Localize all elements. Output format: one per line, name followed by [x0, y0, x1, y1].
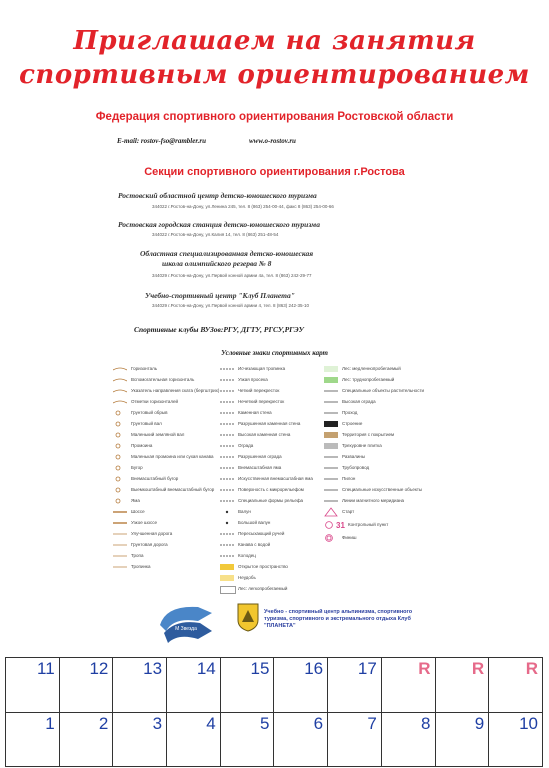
legend-label: Контрольный пункт — [348, 522, 389, 527]
legend-item — [220, 441, 340, 452]
legend-column-3 — [324, 364, 444, 546]
legend-label: Горизонталь — [131, 366, 158, 371]
calendar-cell[interactable]: 9 — [435, 713, 489, 767]
calendar-cell[interactable]: R — [489, 658, 543, 713]
org-name-1: Ростовский областной центр детско-юношеского туризма — [118, 191, 317, 200]
legend-item — [220, 364, 340, 375]
legend-label: Грунтовый вал — [131, 421, 162, 426]
legend-symbol-icon — [113, 509, 127, 515]
legend-symbol-icon — [220, 432, 234, 438]
legend-item — [324, 408, 444, 419]
legend-symbol-icon — [324, 388, 338, 394]
legend-item — [324, 474, 444, 485]
legend-label: Улучшенная дорога — [131, 531, 173, 536]
legend-item — [220, 540, 340, 551]
legend-label: Пересыхающий ручей — [238, 531, 285, 536]
legend-symbol-icon — [113, 443, 127, 449]
legend-label: Четкий перекресток — [238, 388, 280, 393]
calendar-cell[interactable]: 13 — [113, 658, 167, 713]
calendar-cell[interactable]: 12 — [59, 658, 113, 713]
legend-symbol-icon — [220, 564, 234, 570]
legend-item — [324, 364, 444, 375]
org-address-1: 344022 г.Ростов-на-Дону, ул.Ленина 245, тел. 8 (863) 254-00-44, факс 8 (863) 254-00-66 — [152, 204, 334, 209]
legend-label: Неудобь — [238, 575, 256, 580]
legend-item — [113, 419, 233, 430]
legend-item — [113, 408, 233, 419]
legend-item — [113, 397, 233, 408]
legend-label: Строение — [342, 421, 363, 426]
legend-symbol-icon — [113, 553, 127, 559]
legend-symbol-icon — [220, 487, 234, 493]
legend-label: Ограда — [238, 443, 254, 448]
partner-text: Учебно - спортивный центр альпинизма, спортивного туризма, спортивного и экстремального отдыха Клуб "ПЛАНЕТА" — [264, 609, 413, 629]
legend-label: Искусственная внемасштабная яма — [238, 476, 313, 481]
contacts — [117, 137, 437, 145]
legend-label: Внемасштабный бугор — [131, 476, 179, 481]
legend-label: Шоссе — [131, 509, 145, 514]
legend-symbol-icon — [113, 399, 127, 405]
legend-item — [113, 441, 233, 452]
legend-symbol-icon — [220, 542, 234, 548]
legend-label: Высокая каменная стена — [238, 432, 291, 437]
org-name-4: Учебно-спортивный центр "Клуб Планета" — [145, 291, 295, 300]
org-name-3: Областная специализированная детско-юношеская — [140, 249, 314, 258]
legend-label: Проход — [342, 410, 358, 415]
legend-symbol-icon — [220, 509, 234, 515]
legend-label: Разрушенная ограда — [238, 454, 282, 459]
calendar-cell[interactable]: 8 — [381, 713, 435, 767]
legend-label: Поверхность с микрорельефом — [238, 487, 304, 492]
legend-symbol-icon — [324, 476, 338, 482]
legend-symbol-icon — [113, 498, 127, 504]
legend-label: Открытое пространство — [238, 564, 288, 569]
legend-symbol-icon — [113, 542, 127, 548]
legend-column-1 — [113, 364, 233, 573]
legend-item — [324, 496, 444, 507]
calendar-cell[interactable]: 10 — [489, 713, 543, 767]
legend-item — [324, 419, 444, 430]
legend-label: Лес: легкопробегаемый — [238, 586, 288, 591]
legend-item — [324, 533, 444, 546]
legend-label: Разрушенная каменная стена — [238, 421, 301, 426]
legend-symbol-icon — [324, 377, 338, 383]
legend-label: Высокая ограда — [342, 399, 376, 404]
legend-label: Колодец — [238, 553, 256, 558]
legend-label: Старт — [342, 509, 355, 514]
legend-symbol-icon — [113, 377, 127, 383]
legend-item — [324, 441, 444, 452]
legend-label: Трубопровод — [342, 465, 370, 470]
org-address-2: 344022 г.Ростов-на-Дону, ул.Калия 14, тел. 8 (863) 251-48-54 — [152, 232, 279, 237]
email-link[interactable]: E-mail: rostov-fso@rambler.ru — [117, 137, 207, 145]
legend-label: Канава с водой — [238, 542, 271, 547]
legend-item — [324, 520, 444, 533]
legend-label: Валун — [238, 509, 251, 514]
legend-item — [113, 474, 233, 485]
planeta-logo — [236, 602, 260, 632]
legend-label: Грунтовая дорога — [131, 542, 168, 547]
sections-title: Секции спортивного ориентирования г.Ростова — [144, 166, 405, 178]
legend-symbol-icon — [220, 399, 234, 405]
title-line-1: Приглашаем на занятия — [73, 26, 476, 56]
legend-item — [220, 507, 340, 518]
legend-item — [113, 507, 233, 518]
legend-symbol-icon — [113, 564, 127, 570]
legend-symbol-icon — [324, 498, 338, 504]
legend-label: Вспомогательная горизонталь — [131, 377, 195, 382]
legend-symbol-icon — [220, 498, 234, 504]
legend-symbol-icon — [113, 388, 127, 394]
legend-item — [113, 551, 233, 562]
legend-symbol-icon — [324, 443, 338, 449]
legend-label: Большой валун — [238, 520, 271, 525]
legend-label: Пилон — [342, 476, 356, 481]
legend-item — [324, 452, 444, 463]
legend-symbol-icon — [220, 476, 234, 482]
legend-symbol-icon — [324, 533, 338, 543]
legend-item — [220, 485, 340, 496]
legend-symbol-icon — [220, 586, 236, 594]
legend-item — [113, 375, 233, 386]
calendar-cell[interactable]: 3 — [113, 713, 167, 767]
legend-label: Промоина — [131, 443, 153, 448]
legend-item — [113, 518, 233, 529]
org-name-2: Ростовская городская станция детско-юношеского туризма — [118, 220, 320, 229]
legend-label: Внемасштабная яма — [238, 465, 282, 470]
legend-item — [113, 386, 233, 397]
legend-item — [220, 573, 340, 584]
legend-label: Развалины — [342, 454, 366, 459]
legend-item — [220, 375, 340, 386]
legend-label: Маленькая промоина или сухая канава — [131, 454, 214, 459]
legend-symbol-icon — [324, 432, 338, 438]
calendar-grid — [5, 657, 543, 767]
legend-symbol-icon — [324, 507, 338, 517]
legend-label: Грунтовый обрыв — [131, 410, 168, 415]
legend-label: Узкое шоссе — [131, 520, 158, 525]
legend-label: Нечеткий перекресток — [238, 399, 285, 404]
org-address-4: 344029 г.Ростов-на-Дону, ул.Первой конной армии 4, тел. 8 (863) 242-35-10 — [152, 303, 309, 308]
legend-symbol-icon — [324, 465, 338, 471]
website-link[interactable]: www.o-rostov.ru — [249, 137, 296, 145]
legend-title: Условные знаки спортивных карт — [221, 349, 328, 357]
calendar-cell[interactable]: 5 — [220, 713, 274, 767]
legend-symbol-icon — [324, 410, 338, 416]
legend-item — [220, 518, 340, 529]
legend-item — [324, 375, 444, 386]
legend-item — [324, 463, 444, 474]
legend-symbol-icon — [220, 531, 234, 537]
legend-item — [220, 419, 340, 430]
legend-symbol-icon — [113, 410, 127, 416]
legend-symbol-icon — [324, 366, 338, 372]
legend-item — [220, 474, 340, 485]
legend-symbol-icon — [220, 366, 234, 372]
legend-symbol-icon — [324, 487, 338, 493]
legend-symbol-icon — [113, 454, 127, 460]
legend-label: Специальные формы рельефа — [238, 498, 304, 503]
legend-symbol-icon — [113, 520, 127, 526]
title-line-2: спортивным ориентированием — [19, 60, 530, 90]
legend-item — [324, 430, 444, 441]
legend-label: Лес: труднопробегаемый — [342, 377, 395, 382]
calendar-cell[interactable]: R — [435, 658, 489, 713]
legend-item — [220, 397, 340, 408]
calendar-cell[interactable]: 17 — [328, 658, 382, 713]
legend-label: Узкая просека — [238, 377, 268, 382]
legend-label: Линии магнитного меридиана — [342, 498, 405, 503]
legend-item — [220, 408, 340, 419]
legend-label: Бугор — [131, 465, 143, 470]
legend-item — [324, 507, 444, 520]
legend-item — [113, 463, 233, 474]
calendar-cell[interactable]: 11 — [6, 658, 60, 713]
legend-label: Специальные объекты растительности — [342, 388, 425, 393]
calendar-cell[interactable]: 15 — [220, 658, 274, 713]
org-name-3b: школа олимпийского резерва № 8 — [162, 259, 272, 268]
star-logo-text: М Звезда — [175, 626, 197, 632]
legend-symbol-icon — [220, 553, 234, 559]
legend-item — [220, 452, 340, 463]
legend-item — [113, 364, 233, 375]
legend-symbol-icon — [220, 410, 234, 416]
legend-column-2 — [220, 364, 340, 595]
legend-symbol-icon — [220, 377, 234, 383]
legend-label: Отметки горизонталей — [131, 399, 179, 404]
legend-item — [113, 529, 233, 540]
legend-symbol-icon — [113, 531, 127, 537]
legend-symbol-icon — [113, 432, 127, 438]
legend-item — [220, 584, 340, 595]
legend-symbol-icon — [113, 476, 127, 482]
calendar-cell[interactable]: 6 — [274, 713, 328, 767]
legend-label: Специальные искусственные объекты — [342, 487, 423, 492]
university-clubs: Спортивные клубы ВУЗов:РГУ, ДГТУ, РГСУ,РГЭУ — [134, 325, 304, 334]
legend-symbol-icon — [220, 388, 234, 394]
legend-label: Яма — [131, 498, 140, 503]
legend-item — [220, 463, 340, 474]
legend-label: Территория с покрытием — [342, 432, 395, 437]
legend-item — [113, 496, 233, 507]
calendar-cell[interactable]: 2 — [59, 713, 113, 767]
legend-symbol-icon — [324, 399, 338, 405]
legend-label: Тропинка — [131, 564, 151, 569]
calendar-cell[interactable]: R — [381, 658, 435, 713]
legend-symbol-icon — [113, 465, 127, 471]
legend-symbol-icon — [113, 421, 127, 427]
legend-label: Выемкоштабный внемасштабный бугор — [131, 487, 215, 492]
legend-label: Маленький земляной вал — [131, 432, 185, 437]
legend-label: Каменная стена — [238, 410, 272, 415]
legend-label: Трехуровне плитка — [342, 443, 382, 448]
legend-symbol-icon — [220, 443, 234, 449]
legend-symbol-icon — [113, 487, 127, 493]
legend-symbol-icon — [220, 454, 234, 460]
legend-symbol-icon — [220, 421, 234, 427]
legend-label: Указатель направления ската (бергштрих) — [131, 388, 220, 393]
legend-item — [113, 452, 233, 463]
calendar-cell[interactable]: 4 — [167, 713, 221, 767]
legend-symbol-icon — [220, 520, 234, 526]
control-point-number: 31 — [336, 521, 345, 530]
legend-item — [220, 430, 340, 441]
legend-symbol-icon — [324, 421, 338, 427]
legend-symbol-icon — [220, 465, 234, 471]
legend-item — [324, 485, 444, 496]
legend-item — [220, 562, 340, 573]
legend-item — [220, 529, 340, 540]
calendar-cell[interactable]: 16 — [274, 658, 328, 713]
legend-label: Исчезающая тропинка — [238, 366, 286, 371]
legend-item — [113, 430, 233, 441]
legend-symbol-icon — [324, 454, 338, 460]
star-logo — [156, 603, 216, 645]
calendar-cell[interactable]: 1 — [6, 713, 60, 767]
legend-label: Лес: медленнопробегаемый — [342, 366, 401, 371]
legend-item — [113, 485, 233, 496]
calendar-cell[interactable]: 7 — [328, 713, 382, 767]
legend-item — [220, 496, 340, 507]
legend-label: Финиш — [342, 535, 357, 540]
legend-label: Тропа — [131, 553, 144, 558]
legend-symbol-icon — [113, 366, 127, 372]
legend-item — [113, 562, 233, 573]
legend-item — [324, 386, 444, 397]
calendar-cell[interactable]: 14 — [167, 658, 221, 713]
legend-item — [113, 540, 233, 551]
legend-item — [324, 397, 444, 408]
legend-symbol-icon — [220, 575, 234, 581]
legend-item — [220, 386, 340, 397]
org-address-3: 344029 г.Ростов-на-Дону, ул.Первой конной армии 4а, тел. 8 (863) 242-29-77 — [152, 273, 312, 278]
legend-item — [220, 551, 340, 562]
federation-name: Федерация спортивного ориентирования Ростовской области — [95, 111, 454, 123]
